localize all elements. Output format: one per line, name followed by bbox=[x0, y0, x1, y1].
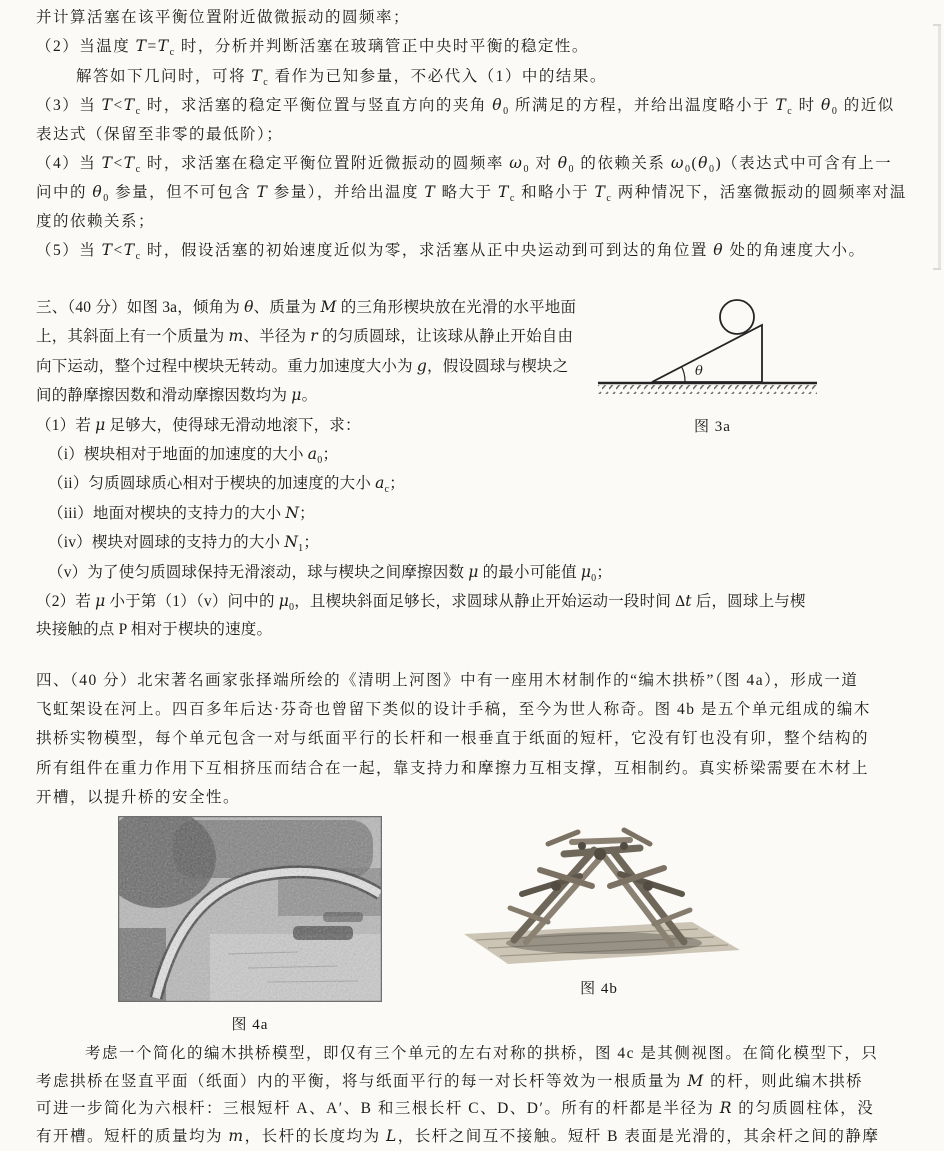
figure-4b bbox=[452, 798, 746, 999]
ball bbox=[720, 300, 754, 334]
text-line: （iv）楔块对圆球的支持力的大小 $N_1$； bbox=[48, 533, 320, 555]
text-line: 解答如下几问时，可将 $T_c$ 看作为已知参量，不必代入（1）中的结果。 bbox=[76, 66, 607, 88]
text-line: 间的静摩擦因数和滑动摩擦因数均为 μ。 bbox=[36, 386, 318, 405]
problem-2-continuation bbox=[36, 4, 907, 266]
stick-bridge-model-photo bbox=[452, 798, 746, 972]
wedge-ball-diagram bbox=[595, 290, 830, 408]
text-line: 可进一步简化为六根杆：三根短杆 A、A′、B 和三根长杆 C、D、D′。所有的杆都是半径为 R 的匀质圆柱体，没 bbox=[36, 1099, 875, 1118]
wedge-triangle bbox=[652, 325, 762, 382]
figure-3a-caption: 图 3a bbox=[694, 419, 731, 435]
figure-4a bbox=[118, 816, 382, 1035]
page-edge-mark bbox=[938, 24, 941, 270]
text-line: （3）当 $T<T_c$ 时，求活塞的稳定平衡位置与竖直方向的夹角 $\theta_0$ 所满足的方程，并给出温度略小于 $T_c$ 时 $\theta_0$ 的近似 bbox=[36, 96, 895, 118]
scan-noise-overlay bbox=[118, 816, 382, 1002]
text-line: （2）当温度 $T=T_c$ 时，分析并判断活塞在玻璃管正中央时平衡的稳定性。 bbox=[36, 37, 589, 59]
text-line: （2）若 μ 小于第（1）（v）问中的 $\mu_0$，且楔块斜面足够长，求圆球从静止开始运动一段时间 Δt 后，圆球上与楔 bbox=[36, 592, 806, 614]
figure-4a-caption: 图 4a bbox=[231, 1017, 269, 1033]
text-line: 考虑一个简化的编木拱桥模型，即仅有三个单元的左右对称的拱桥，图 4c 是其侧视图。在简化模型下，只 bbox=[85, 1045, 879, 1062]
text-line: （1）若 μ 足够大，使得球无滑动地滚下，求： bbox=[36, 415, 361, 434]
text-line: 问中的 $\theta_0$ 参量，但不可包含 T 参量），并给出温度 T 略大于 $T_c$ 和略小于 $T_c$ 两种情况下，活塞微振动的圆频率对温 bbox=[36, 183, 907, 205]
text-line: 有开槽。短杆的质量均为 m，长杆的长度均为 L，长杆之间互不接触。短杆 B 表面是光滑的，其余杆之间的静摩 bbox=[36, 1126, 880, 1145]
text-line: 表达式（保留至非零的最低阶）； bbox=[36, 125, 284, 143]
text-line: （i）楔块相对于地面的加速度的大小 $a_0$； bbox=[48, 445, 339, 467]
text-line: 块接触的点 P 相对于楔块的速度。 bbox=[36, 621, 273, 639]
text-line: 考虑拱桥在竖直平面（纸面）内的平衡，将与纸面平行的每一对长杆等效为一根质量为 M 的杆，则此编木拱桥 bbox=[36, 1071, 864, 1090]
text-line: 飞虹架设在河上。四百多年后达·芬奇也曾留下类似的设计手稿，至今为世人称奇。图 4b 是五个单元组成的编木 bbox=[36, 701, 871, 719]
rainbow-bridge-painting bbox=[118, 816, 382, 1002]
text-line: 度的依赖关系； bbox=[36, 212, 156, 230]
text-line: 四、（40 分）北宋著名画家张择端所绘的《清明上河图》中有一座用木材制作的“编木拱桥”（图 4a），形成一道 bbox=[36, 672, 859, 689]
text-line: 向下运动，整个过程中楔块无转动。重力加速度大小为 g，假设圆球与楔块之 bbox=[36, 356, 569, 375]
angle-arc bbox=[682, 367, 686, 383]
text-line: 所有组件在重力作用下互相挤压而结合在一起，靠支持力和摩擦力互相支撑，互相制约。真实桥梁需要在木材上 bbox=[36, 759, 870, 777]
text-line: （5）当 $T<T_c$ 时，假设活塞的初始速度近似为零，求活塞从正中央运动到可到达的角位置 θ 处的角速度大小。 bbox=[36, 241, 866, 263]
problem-4-model-paragraph bbox=[36, 1040, 879, 1150]
text-line: 三、（40 分）如图 3a，倾角为 θ、质量为 M 的三角形楔块放在光滑的水平地面 bbox=[36, 298, 577, 316]
ground-hatching bbox=[598, 385, 817, 394]
text-line: （v）为了使匀质圆球保持无滑滚动，球与楔块之间摩擦因数 μ 的最小可能值 $\mu_0$； bbox=[48, 562, 613, 584]
text-line: 并计算活塞在该平衡位置附近做微振动的圆频率； bbox=[36, 9, 411, 26]
figure-3a bbox=[595, 290, 830, 437]
text-line: （iii）地面对楔块的支持力的大小 N； bbox=[48, 503, 315, 522]
text-line: （4）当 $T<T_c$ 时，求活塞在稳定平衡位置附近微振动的圆频率 $\omega_0$ 对 $\theta_0$ 的依赖关系 $\omega_0(\theta_0)$（表达式中可含有上一 bbox=[36, 154, 893, 176]
text-line: 拱桥实物模型，每个单元包含一对与纸面平行的长杆和一根垂直于纸面的短杆，它没有钉也没有卯，整个结构的 bbox=[36, 730, 870, 748]
text-line: （ii）匀质圆球质心相对于楔块的加速度的大小 $a_c$； bbox=[48, 474, 405, 496]
angle-label: θ bbox=[695, 364, 703, 379]
text-line: 上，其斜面上有一个质量为 m、半径为 r 的匀质圆球，让该球从静止开始自由 bbox=[36, 327, 574, 346]
figure-4b-caption: 图 4b bbox=[580, 981, 618, 997]
text-line: 开槽，以提升桥的安全性。 bbox=[36, 788, 241, 806]
problem-4 bbox=[36, 666, 871, 812]
